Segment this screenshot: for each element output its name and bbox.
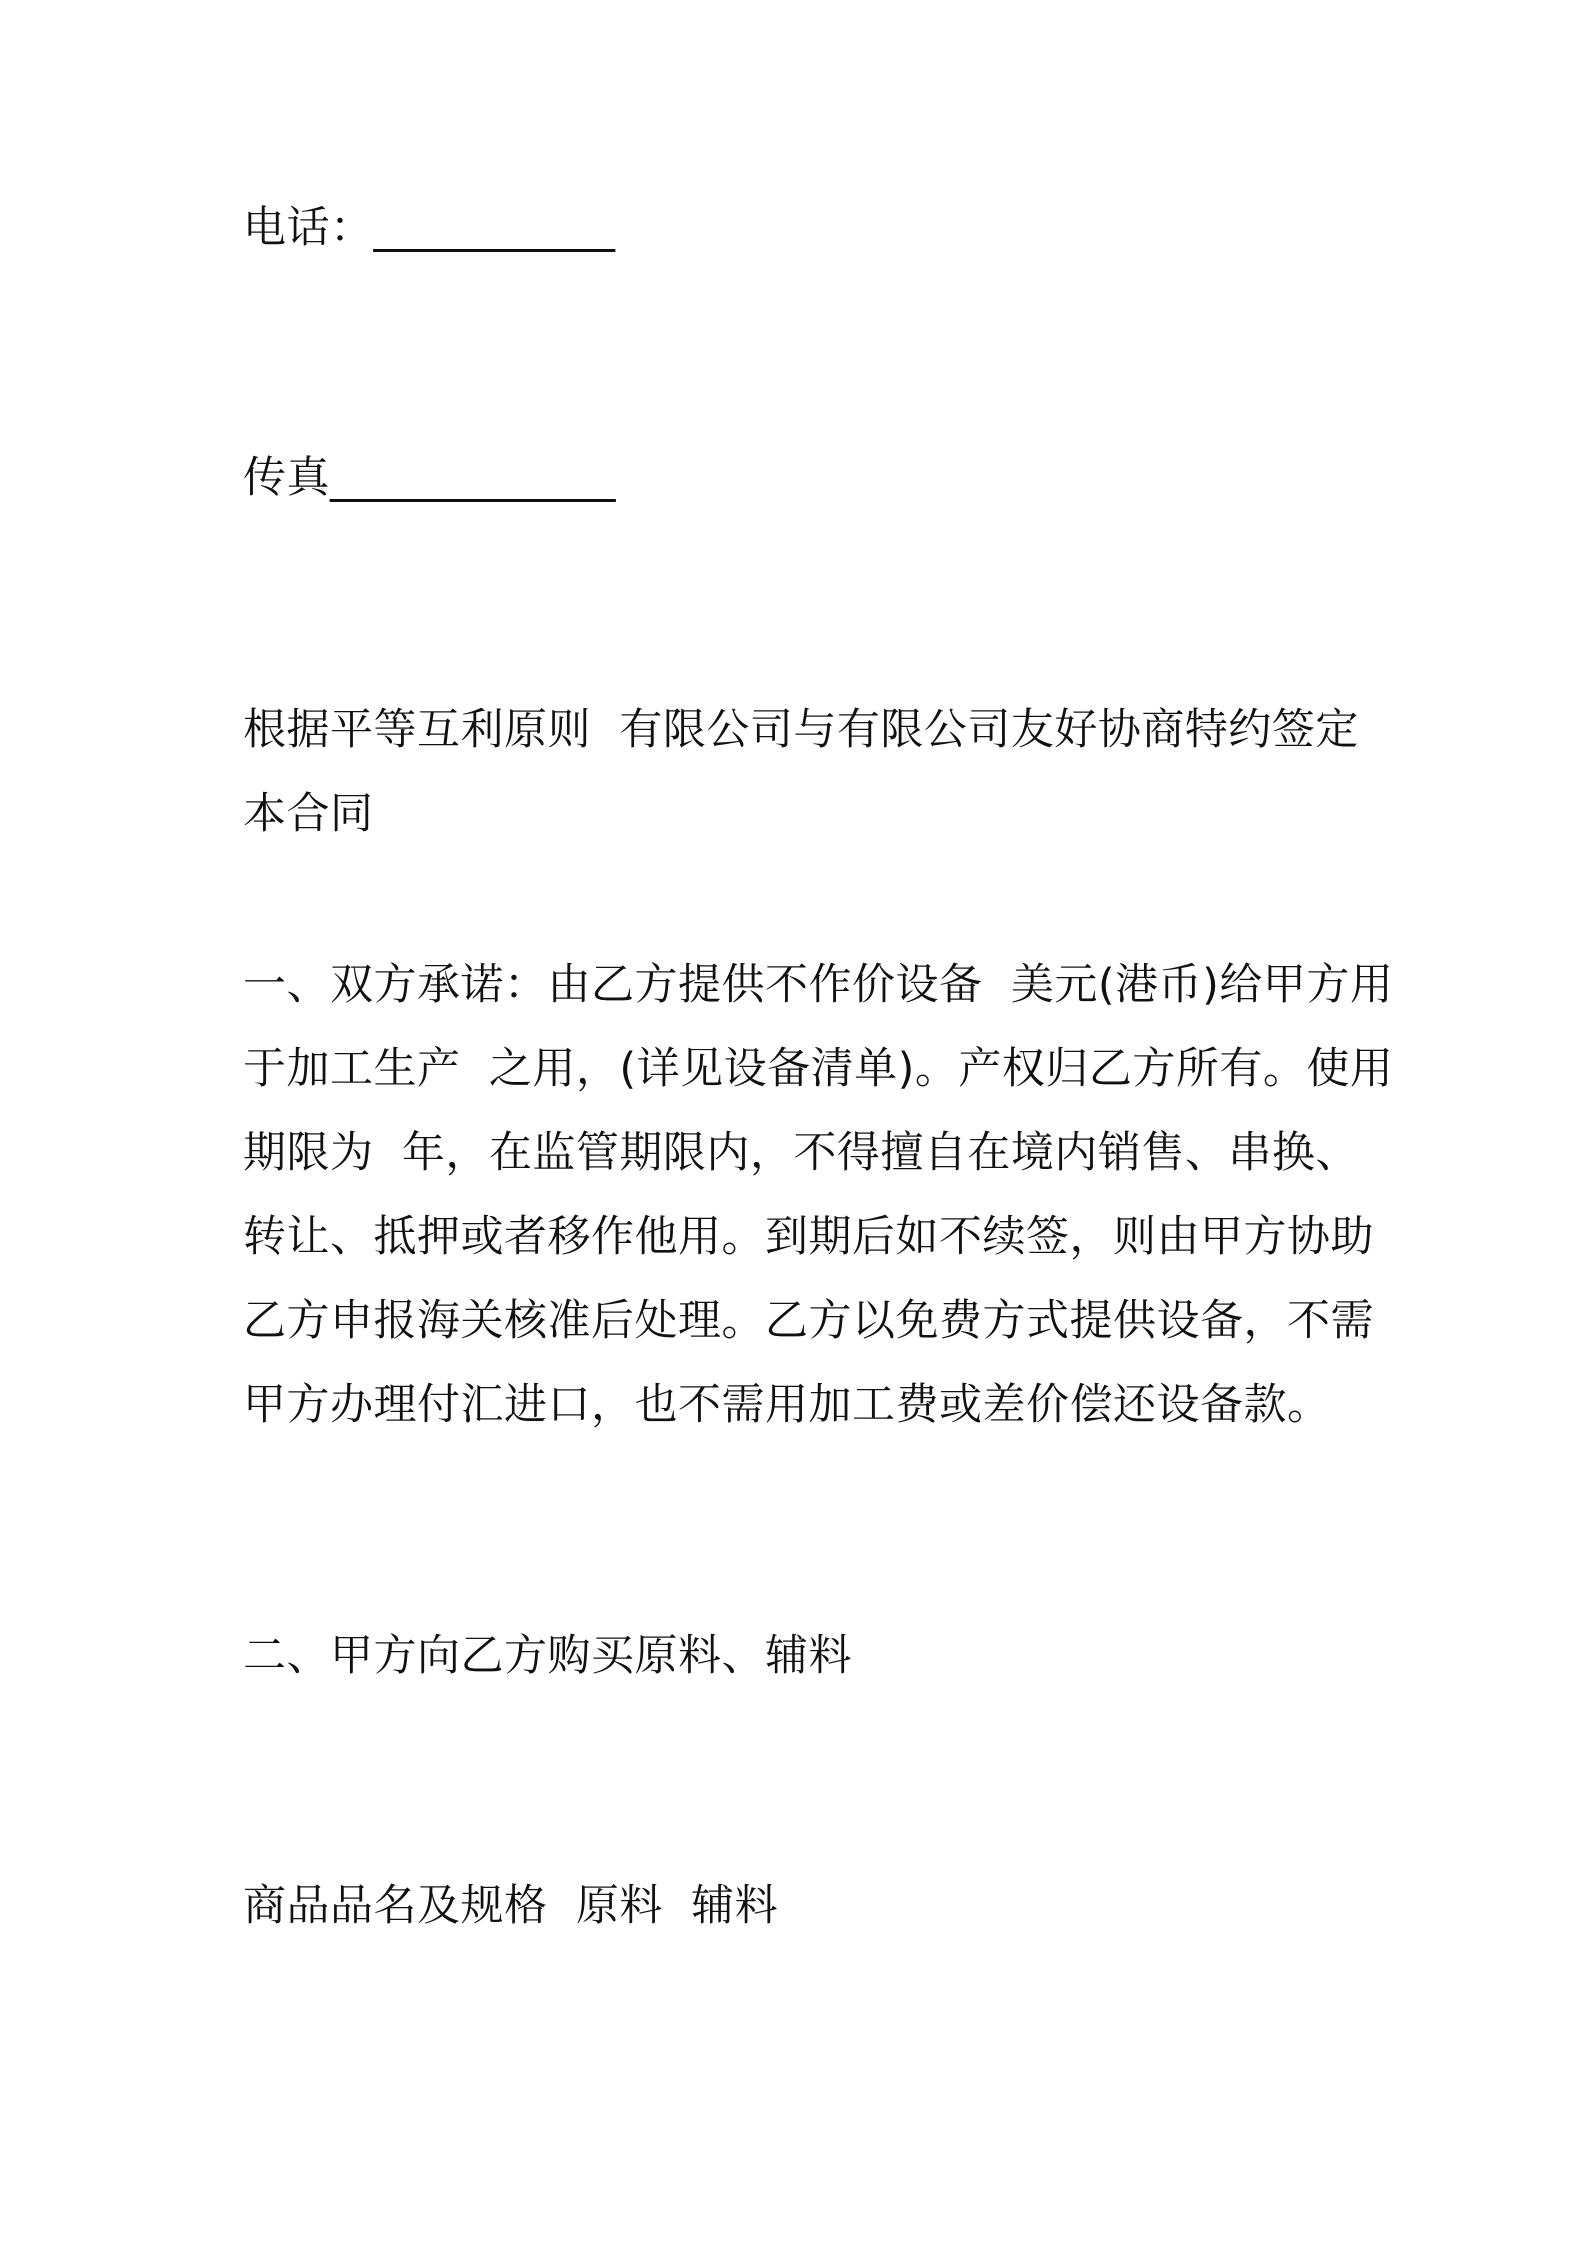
intro-paragraph-line: 根据平等互利原则 有限公司与有限公司友好协商特约签定 (243, 705, 1359, 755)
clause-one-line: 期限为 年，在监管期限内，不得擅自在境内销售、串换、 (243, 1128, 1359, 1178)
clause-one-paragraph (243, 943, 1394, 1447)
clause-one-line: 乙方申报海关核准后处理。乙方以免费方式提供设备，不需 (243, 1296, 1374, 1346)
clause-one-line: 于加工生产 之用，(详见设备清单)。产权归乙方所有。使用 (243, 1044, 1394, 1094)
intro-paragraph-line: 本合同 (243, 789, 374, 839)
phone-field-line: 电话：___________ (243, 203, 616, 253)
clause-one-line: 转让、抵押或者移作他用。到期后如不续签，则由甲方协助 (243, 1212, 1374, 1262)
clause-one-line: 一、双方承诺：由乙方提供不作价设备 美元(港币)给甲方用 (243, 960, 1394, 1010)
clause-one-line: 甲方办理付汇进口，也不需用加工费或差价偿还设备款。 (243, 1380, 1331, 1430)
clause-two-heading: 二、甲方向乙方购买原料、辅料 (243, 1631, 852, 1681)
intro-paragraph (243, 688, 1363, 856)
fax-field-line: 传真_____________ (243, 453, 616, 503)
goods-spec-line: 商品品名及规格 原料 辅料 (243, 1881, 779, 1931)
